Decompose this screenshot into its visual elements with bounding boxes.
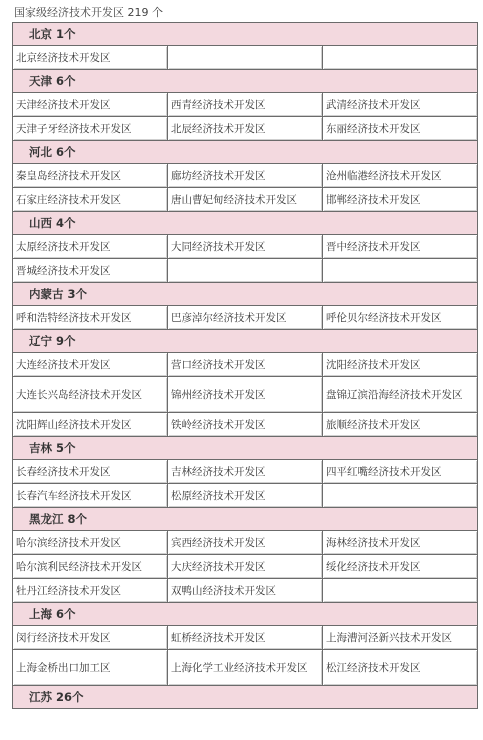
region-name: 黑龙江 8个 [13, 508, 478, 531]
zone-cell: 铁岭经济技术开发区 [168, 413, 323, 437]
region-header-row [13, 23, 478, 46]
region-name: 辽宁 9个 [13, 330, 478, 353]
zone-cell: 呼伦贝尔经济技术开发区 [323, 306, 478, 330]
zone-cell: 哈尔滨利民经济技术开发区 [13, 555, 168, 579]
zone-cell: 北京经济技术开发区 [13, 46, 168, 70]
zone-cell: 石家庄经济技术开发区 [13, 188, 168, 212]
region-header-row [13, 508, 478, 531]
zone-cell: 上海漕河泾新兴技术开发区 [323, 626, 478, 650]
table-row [13, 259, 478, 283]
zone-cell: 旅顺经济技术开发区 [323, 413, 478, 437]
zone-cell: 上海化学工业经济技术开发区 [168, 650, 323, 686]
zone-cell: 晋城经济技术开发区 [13, 259, 168, 283]
table-row [13, 93, 478, 117]
region-name: 北京 1个 [13, 23, 478, 46]
zone-cell: 吉林经济技术开发区 [168, 460, 323, 484]
zone-cell: 沈阳辉山经济技术开发区 [13, 413, 168, 437]
development-zones-table [12, 22, 478, 709]
zone-cell: 长春经济技术开发区 [13, 460, 168, 484]
region-name: 山西 4个 [13, 212, 478, 235]
zone-cell: 武清经济技术开发区 [323, 93, 478, 117]
zone-cell: 锦州经济技术开发区 [168, 377, 323, 413]
zone-cell: 松江经济技术开发区 [323, 650, 478, 686]
table-row [13, 413, 478, 437]
table-row [13, 460, 478, 484]
zone-cell: 大连经济技术开发区 [13, 353, 168, 377]
zone-cell [323, 259, 478, 283]
zone-cell: 闵行经济技术开发区 [13, 626, 168, 650]
table-row [13, 579, 478, 603]
zone-cell: 大同经济技术开发区 [168, 235, 323, 259]
zone-cell: 哈尔滨经济技术开发区 [13, 531, 168, 555]
zone-cell: 太原经济技术开发区 [13, 235, 168, 259]
table-row [13, 626, 478, 650]
region-name: 天津 6个 [13, 70, 478, 93]
zone-cell: 大连长兴岛经济技术开发区 [13, 377, 168, 413]
zone-cell: 东丽经济技术开发区 [323, 117, 478, 141]
region-name: 上海 6个 [13, 603, 478, 626]
table-row [13, 117, 478, 141]
table-row [13, 484, 478, 508]
region-name: 内蒙古 3个 [13, 283, 478, 306]
region-header-row [13, 330, 478, 353]
table-row [13, 188, 478, 212]
region-header-row [13, 212, 478, 235]
zone-cell: 双鸭山经济技术开发区 [168, 579, 323, 603]
zone-cell: 松原经济技术开发区 [168, 484, 323, 508]
zone-cell: 沈阳经济技术开发区 [323, 353, 478, 377]
zone-cell: 西青经济技术开发区 [168, 93, 323, 117]
table-row [13, 555, 478, 579]
table-row [13, 46, 478, 70]
zone-cell [323, 484, 478, 508]
region-name: 吉林 5个 [13, 437, 478, 460]
zone-cell: 牡丹江经济技术开发区 [13, 579, 168, 603]
zone-cell: 盘锦辽滨沿海经济技术开发区 [323, 377, 478, 413]
zone-cell: 绥化经济技术开发区 [323, 555, 478, 579]
region-header-row [13, 283, 478, 306]
table-row [13, 235, 478, 259]
region-header-row [13, 437, 478, 460]
region-header-row [13, 686, 478, 709]
zone-cell: 营口经济技术开发区 [168, 353, 323, 377]
zone-cell: 天津子牙经济技术开发区 [13, 117, 168, 141]
zone-cell: 秦皇岛经济技术开发区 [13, 164, 168, 188]
table-row [13, 353, 478, 377]
page-title: 国家级经济技术开发区 219 个 [14, 6, 163, 19]
table-row [13, 650, 478, 686]
region-name: 河北 6个 [13, 141, 478, 164]
region-header-row [13, 141, 478, 164]
zone-cell: 虹桥经济技术开发区 [168, 626, 323, 650]
zone-cell: 廊坊经济技术开发区 [168, 164, 323, 188]
zone-cell: 上海金桥出口加工区 [13, 650, 168, 686]
zone-cell: 晋中经济技术开发区 [323, 235, 478, 259]
region-header-row [13, 70, 478, 93]
zone-cell: 唐山曹妃甸经济技术开发区 [168, 188, 323, 212]
table-row [13, 164, 478, 188]
zone-cell: 四平红嘴经济技术开发区 [323, 460, 478, 484]
zone-cell: 邯郸经济技术开发区 [323, 188, 478, 212]
zone-cell [323, 46, 478, 70]
zone-cell [323, 579, 478, 603]
region-header-row [13, 603, 478, 626]
zone-cell: 北辰经济技术开发区 [168, 117, 323, 141]
zones-table-body [13, 23, 478, 709]
table-row [13, 531, 478, 555]
zone-cell: 宾西经济技术开发区 [168, 531, 323, 555]
zone-cell: 沧州临港经济技术开发区 [323, 164, 478, 188]
zone-cell [168, 259, 323, 283]
zone-cell: 天津经济技术开发区 [13, 93, 168, 117]
zone-cell: 海林经济技术开发区 [323, 531, 478, 555]
zone-cell: 巴彦淖尔经济技术开发区 [168, 306, 323, 330]
region-name: 江苏 26个 [13, 686, 478, 709]
zone-cell: 大庆经济技术开发区 [168, 555, 323, 579]
table-row [13, 377, 478, 413]
table-row [13, 306, 478, 330]
zone-cell: 呼和浩特经济技术开发区 [13, 306, 168, 330]
zone-cell [168, 46, 323, 70]
zone-cell: 长春汽车经济技术开发区 [13, 484, 168, 508]
